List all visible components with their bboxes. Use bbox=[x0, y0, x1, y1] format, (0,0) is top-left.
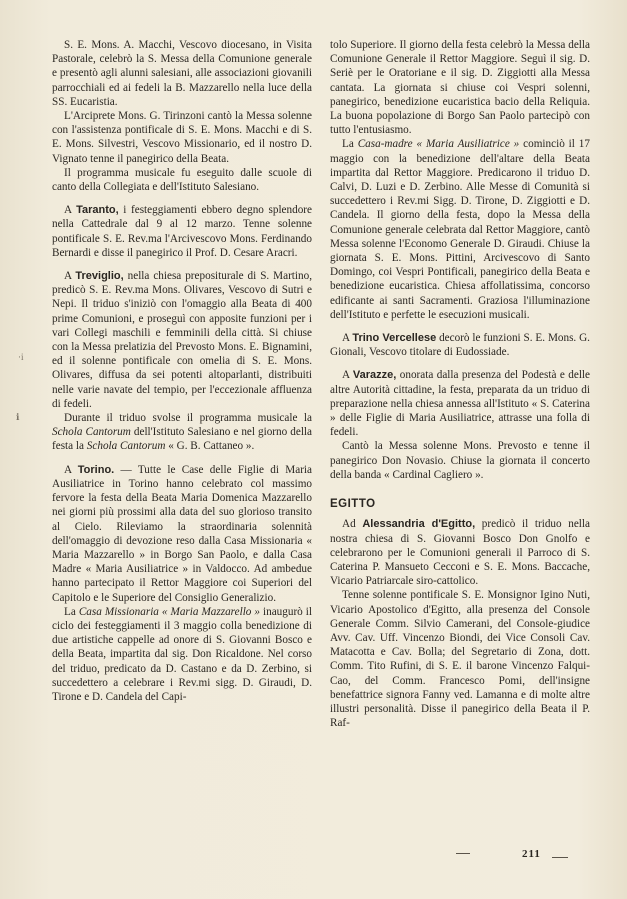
prefix: A bbox=[64, 270, 76, 283]
paragraph: Cantò la Messa solenne Mons. Prevosto e tenne il panegirico Don Novasio. Chiuse la giornata il concerto della banda « Cardinal Cagliero ». bbox=[330, 440, 590, 481]
text: Durante il triduo svolse il programma musicale la bbox=[64, 412, 312, 425]
section-heading: EGITTO bbox=[330, 498, 376, 511]
paragraph-text: onorata dalla presenza del Podestà e delle altre Autorità cittadine, la festa, preparata da un triduo di preparazione nella chiesa annessa all'Istituto « S. Caterina » delle Figlie di Maria Ausiliatrice, attrasse una folla di fedeli. bbox=[330, 369, 590, 439]
prefix: A bbox=[342, 332, 353, 345]
taranto-paragraph bbox=[52, 203, 312, 260]
left-column bbox=[52, 38, 312, 704]
treviglio-paragraph bbox=[52, 269, 312, 411]
torino-paragraph bbox=[52, 463, 312, 605]
page-number: 211 bbox=[522, 848, 541, 860]
place-name: Taranto, bbox=[76, 204, 119, 217]
paragraph: Il programma musicale fu eseguito dalle scuole di canto della Collegiata e dell'Istituto Salesiano. bbox=[52, 166, 312, 194]
paragraph-text: i festeggiamenti ebbero degno splendore nella Cattedrale dal 9 al 12 marzo. Tenne solenne pontificale S. E. Rev.ma l'Arcivescovo Mons. Ferdinando Bernardi e disse il panegirico il Prof. D. Cesare Aracri. bbox=[52, 204, 312, 259]
text: La bbox=[64, 605, 79, 618]
italic-text: Schola Cantorum bbox=[52, 426, 131, 439]
margin-mark: ·i bbox=[18, 352, 24, 362]
right-column bbox=[330, 38, 590, 730]
paragraph bbox=[52, 605, 312, 704]
text: cominciò il 17 maggio con la benedizione dell'altare della Beata impartita dal Rettor Maggiore. Predicarono il triduo D. Calvi, D. Luzi e D. Zerbino. Alle Messe di Comunità si succedettero i Rev.mi Sigg. D. Tirone, D. Ziggiotti e D. Candela. Il giorno della festa, dopo la Messa della Comunione generale celebrata dal Rettor Maggiore, cantò Messa solenne l'Economo Generale D. Giraudi. Chiuse la giornata S. E. Mons. Pittini, Arcivescovo di Santo Domingo, coi Vespri Pontificali, panegirico della Beata e benedizione eucaristica. Chiesa affollatissima, concorso edificante ai santi Sacramenti. Graziosa l'illuminazione dell'Istituto e perfette le esecuzioni musicali. bbox=[330, 138, 590, 321]
paragraph: L'Arciprete Mons. G. Tirinzoni cantò la Messa solenne con l'assistenza pontificale di S. E. Mons. Macchi e di S. E. Mons. Silvestri, Vescovo Missionario, ed il nostro D. Vignato tenne il panegirico della Beata. bbox=[52, 110, 312, 165]
place-name: Alessandria d'Egitto, bbox=[362, 518, 476, 531]
paragraph-text: nella chiesa prepositurale di S. Martino, predicò S. E. Rev.ma Mons. Olivares, Vescovo di Sutri e Nepi. Il triduo s'iniziò con l'omaggio alla Beata di 400 prime Comunioni, e proseguì con apposite funzioni per i vari Collegi maschili e femminili della città. Si chiuse con la Messa prelatizia del Prevosto Mons. E. Bignamini, ed il solenne pontificale con omelia di S. E. Mons. Olivares, diffusa da sei potenti altoparlanti, distribuiti nelle varie navate del tempio, per l'eccezionale affluenza di fedeli. bbox=[52, 270, 312, 410]
italic-text: Casa Missionaria « Maria Mazzarello » bbox=[78, 605, 260, 618]
trino-paragraph bbox=[330, 331, 590, 359]
place-name: Treviglio, bbox=[75, 270, 124, 283]
paragraph: S. E. Mons. A. Macchi, Vescovo diocesano, in Visita Pastorale, celebrò la S. Messa della Comunione generale e presentò agli alunni salesiani, alle associazioni giovanili parrocchiali ed ai fedeli la B. Mazzarello nella luce della SS. Eucaristia. bbox=[52, 39, 312, 108]
text: La bbox=[342, 138, 358, 151]
place-name: Torino. bbox=[77, 463, 115, 476]
margin-mark: ℹ bbox=[16, 412, 20, 422]
footer-dash bbox=[456, 853, 470, 854]
prefix: A bbox=[64, 463, 78, 476]
paragraph: Tenne solenne pontificale S. E. Monsignor Igino Nuti, Vicario Apostolico d'Egitto, alla presenza del Console Generale Comm. Silvio Camerani, del Console-giudice Avv. Cav. Uff. Vincenzo Biondi, dei Vice Consoli Cav. Matacotta e Cav. Bolla; del Segretario di Zona, dott. Comm. Tito Rufini, di S. E. il barone Vincenzo Falqui-Cao, del Comm. Francesco Pomi, dell'insigne benefattrice signora Fanny ved. Lamanna e di molte altre illustri personalità. Disse il panegirico della Beata il P. Raf- bbox=[330, 589, 590, 730]
text: dell'Istituto Salesiano e nel giorno della festa la bbox=[52, 426, 312, 453]
paragraph-text: decorò le funzioni S. E. Mons. G. Gionali, Vescovo titolare di Eudossiade. bbox=[330, 332, 590, 359]
prefix: A bbox=[342, 369, 353, 382]
text: inaugurò il ciclo dei festeggiamenti il 3 maggio colla benedizione di due artistiche cappelle ad onore di S. Giovanni Bosco e della Beata, impartita dal sig. Don Ricaldone. Nel corso del triduo, predicato da D. Castano e da D. Zerbino, si succedettero a celebrare i Rev.mi sigg. D. Giraudi, D. Tirone e D. Candela del Capi- bbox=[52, 605, 312, 703]
alessandria-paragraph bbox=[330, 517, 590, 588]
paragraph bbox=[330, 137, 590, 322]
text: « G. B. Cattaneo ». bbox=[165, 440, 255, 453]
paragraph-text: — Tutte le Case delle Figlie di Maria Ausiliatrice in Torino hanno celebrato col massimo fervore la festa della Beata Maria Domenica Mazzarello nei giorni più prossimi alla data del suo glorioso transito al Cielo. Rileviamo la straordinaria solennità dell'omaggio di devozione reso dalla Casa Missionaria « Maria Mazzarello » in Borgo San Paolo, e dalla Casa Madre « Maria Ausiliatrice » in Valdocco. Ad ambedue hanno partecipato il Rettor Maggiore coi Superiori del Capitolo e le Superiore del Consiglio Generalizio. bbox=[52, 463, 312, 604]
place-name: Trino Vercellese bbox=[352, 332, 437, 345]
paragraph: tolo Superiore. Il giorno della festa celebrò la Messa della Comunione Generale il Rettor Maggiore. Seguì il sig. D. Seriè per le Oratoriane e il sig. D. Ziggiotti alla Messa cantata. La giornata si chiuse coi Vespri solenni, panegirico, benedizione eucaristica bacio della Reliquia. La buona popolazione di Borgo San Paolo partecipò con tutto l'entusiasmo. bbox=[330, 39, 590, 137]
varazze-paragraph bbox=[330, 368, 590, 439]
italic-text: Casa-madre « Maria Ausiliatrice » bbox=[357, 138, 520, 151]
italic-text: Schola Cantorum bbox=[86, 440, 166, 453]
prefix: A bbox=[64, 204, 77, 217]
paragraph-text: predicò il triduo nella nostra chiesa di S. Giovanni Bosco Don Gnolfo e celebrarono per le Comunioni generali il Parroco di S. Caterina P. Mansueto Cecconi e S. E. Mons. Baccache, Vicario Patriarcale siro-cattolico. bbox=[330, 518, 590, 588]
prefix: Ad bbox=[342, 518, 363, 531]
paragraph bbox=[52, 411, 312, 454]
footer-dash bbox=[552, 857, 568, 858]
place-name: Varazze, bbox=[352, 369, 397, 382]
